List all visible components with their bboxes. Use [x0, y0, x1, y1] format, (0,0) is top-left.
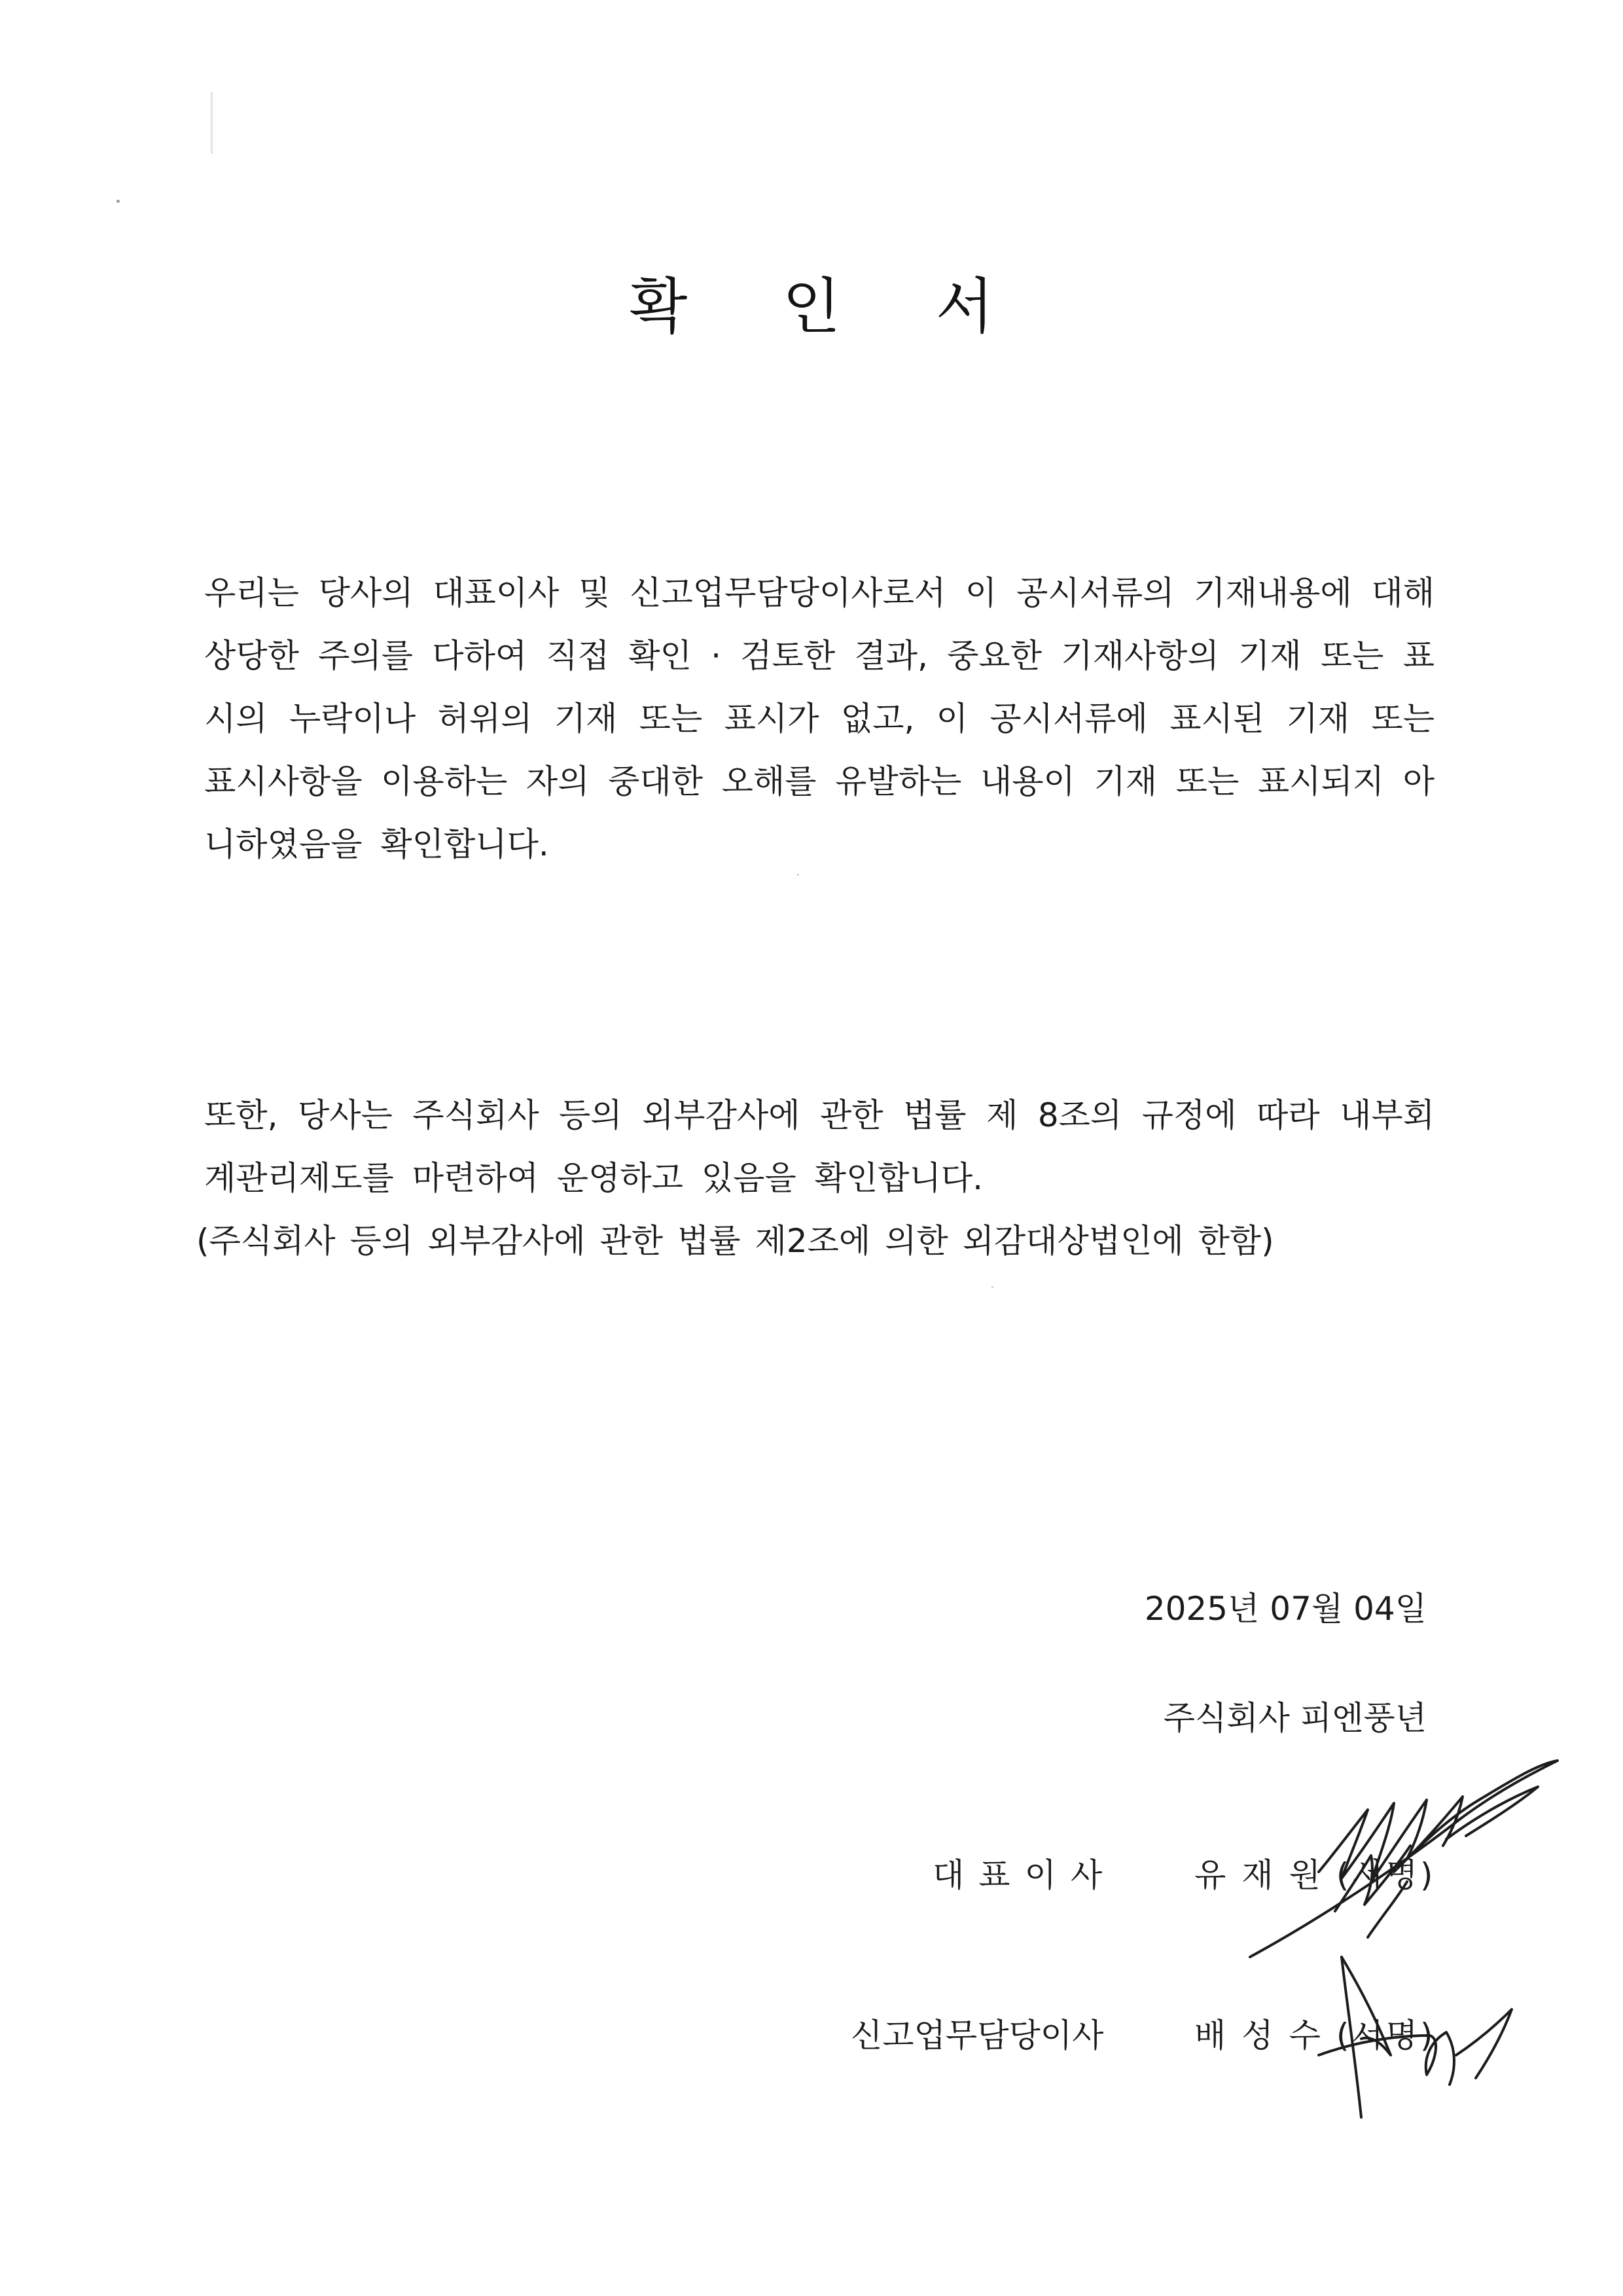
- company-name: 주식회사 피엔풍년: [1163, 1699, 1427, 1737]
- scan-artifact-speck: [116, 200, 120, 203]
- document-title: 확 인 서: [629, 272, 1032, 342]
- signer-role-ceo: 대표이사: [933, 1856, 1117, 1894]
- signer-name-cfo-text: 배성수: [1194, 2017, 1336, 2054]
- seal-mark-ceo: (서명): [1336, 1856, 1436, 1894]
- signer-name-cfo: [1194, 2009, 1436, 2056]
- signer-name-ceo: [1194, 1849, 1436, 1896]
- signer-name-ceo-text: 유재원: [1194, 1856, 1336, 1894]
- scope-note: (주식회사 등의 외부감사에 관한 법률 제2조에 의한 외감대상법인에 한함): [196, 1222, 1274, 1260]
- signer-role-cfo: 신고업무담당이사: [851, 2017, 1104, 2054]
- document-date: 2025년 07월 04일: [1144, 1590, 1427, 1628]
- scan-artifact-speck: [991, 1286, 993, 1288]
- internal-control-paragraph: 또한, 당사는 주식회사 등의 외부감사에 관한 법률 제 8조의 규정에 따라 내부회계관리제도를 마련하여 운영하고 있음을 확인합니다.: [204, 1096, 1435, 1197]
- seal-mark-cfo: (서명): [1336, 2017, 1436, 2054]
- scan-artifact-line: [211, 92, 213, 154]
- confirmation-paragraph: 우리는 당사의 대표이사 및 신고업무담당이사로서 이 공시서류의 기재내용에 대해 상당한 주의를 다하여 직접 확인 · 검토한 결과, 중요한 기재사항의 기재 또는 표시의 누락이나 허위의 기재 또는 표시가 없고, 이 공시서류에 표시된 기재 또는 표시사항을 이용하는 자의 중대한 오해를 유발하는 내용이 기재 또는 표시되지 아니하였음을 확인합니다.: [204, 574, 1435, 863]
